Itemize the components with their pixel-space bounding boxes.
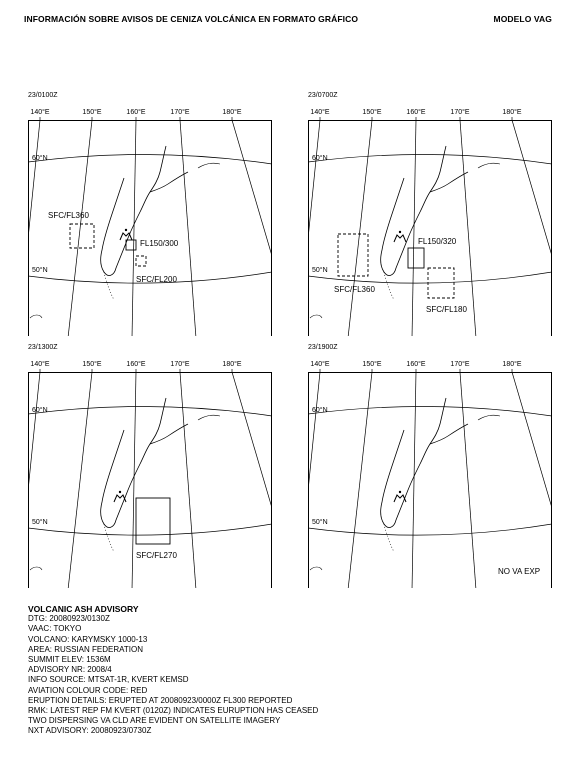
parallel-60 — [28, 154, 272, 164]
meridian-line — [308, 372, 320, 588]
volcano-icon — [394, 495, 406, 502]
lon-label: 150°E — [362, 361, 382, 368]
meridian-line — [512, 120, 552, 256]
lat-label: 50°N — [312, 267, 328, 274]
advisory-line: VAAC: TOKYO — [28, 624, 82, 634]
advisory-line: RMK: LATEST REP FM KVERT (0120Z) INDICATES EURUPTION HAS CEASED — [28, 706, 319, 716]
parallel-60 — [308, 406, 552, 416]
panel-note: NO VA EXP — [498, 567, 541, 576]
lat-label: 50°N — [312, 519, 328, 526]
lat-label: 60°N — [32, 155, 48, 162]
ash-area-label: SFC/FL360 — [334, 285, 375, 294]
map-panel-4 — [308, 344, 552, 576]
ash-area — [70, 224, 94, 248]
model-label: MODELO VAG — [493, 14, 552, 24]
meridian-line — [512, 372, 552, 508]
meridian-line — [460, 372, 476, 588]
advisory-line: AVIATION COLOUR CODE: RED — [28, 685, 148, 695]
lat-label: 60°N — [32, 407, 48, 414]
advisory-line: AREA: RUSSIAN FEDERATION — [28, 644, 143, 654]
lon-label: 180°E — [222, 361, 242, 368]
lon-label: 180°E — [502, 109, 522, 116]
lon-label: 140°E — [30, 109, 50, 116]
parallel-60 — [308, 154, 552, 164]
meridian-line — [232, 120, 272, 256]
meridian-line — [460, 120, 476, 336]
lon-label: 170°E — [450, 109, 470, 116]
lon-label: 140°E — [310, 109, 330, 116]
meridian-line — [348, 372, 372, 588]
advisory-line: SUMMIT ELEV: 1536M — [28, 655, 111, 665]
meridian-line — [68, 372, 92, 588]
lon-label: 140°E — [310, 361, 330, 368]
parallel-60 — [28, 406, 272, 416]
lon-label: 180°E — [502, 361, 522, 368]
lon-label: 180°E — [222, 109, 242, 116]
advisory-text — [28, 604, 548, 737]
advisory-line: VOLCANO: KARYMSKY 1000-13 — [28, 634, 148, 644]
map-svg — [28, 358, 272, 588]
meridian-line — [232, 372, 272, 508]
meridian-line — [308, 120, 320, 336]
ash-area-label: SFC/FL270 — [136, 551, 177, 560]
ash-area — [408, 248, 424, 268]
advisory-line: NXT ADVISORY: 20080923/0730Z — [28, 726, 152, 736]
meridian-line — [180, 120, 196, 336]
map-frame — [309, 121, 552, 337]
ash-area — [338, 234, 368, 276]
lon-label: 170°E — [450, 361, 470, 368]
panel-time: 23/1300Z — [28, 344, 58, 351]
parallel-50 — [308, 524, 552, 535]
meridian-line — [28, 120, 40, 336]
advisory-line: INFO SOURCE: MTSAT-1R, KVERT KEMSD — [28, 675, 189, 685]
lon-label: 160°E — [126, 109, 146, 116]
advisory-line: TWO DISPERSING VA CLD ARE EVIDENT ON SATELLITE IMAGERY — [28, 716, 281, 726]
lat-label: 60°N — [312, 155, 328, 162]
advisory-line: ADVISORY NR: 2008/4 — [28, 665, 112, 675]
parallel-50 — [308, 272, 552, 283]
advisory-line: DTG: 20080923/0130Z — [28, 614, 110, 624]
map-svg — [308, 106, 552, 336]
map-svg — [308, 358, 552, 588]
lon-label: 150°E — [362, 109, 382, 116]
lon-label: 160°E — [406, 361, 426, 368]
ash-area — [136, 498, 170, 544]
meridian-line — [68, 120, 92, 336]
advisory-line: ERUPTION DETAILS: ERUPTED AT 20080923/0000Z FL300 REPORTED — [28, 695, 293, 705]
volcano-icon — [120, 233, 132, 240]
meridian-line — [180, 372, 196, 588]
map-panel-2 — [308, 92, 552, 314]
lon-label: 160°E — [406, 109, 426, 116]
lat-label: 50°N — [32, 519, 48, 526]
parallel-50 — [28, 524, 272, 535]
lon-label: 150°E — [82, 361, 102, 368]
ash-area-label: FL150/300 — [140, 239, 179, 248]
map-panel-1 — [28, 92, 272, 306]
advisory-title: VOLCANIC ASH ADVISORY — [28, 604, 139, 614]
lat-label: 60°N — [312, 407, 328, 414]
ash-area-label: SFC/FL180 — [426, 305, 467, 314]
map-svg — [28, 106, 272, 336]
lon-label: 170°E — [170, 109, 190, 116]
map-frame — [309, 373, 552, 589]
page-title: INFORMACIÓN SOBRE AVISOS DE CENIZA VOLCÁNICA EN FORMATO GRÁFICO — [24, 14, 359, 24]
lat-label: 50°N — [32, 267, 48, 274]
lon-label: 160°E — [126, 361, 146, 368]
lon-label: 140°E — [30, 361, 50, 368]
map-panel-3 — [28, 344, 272, 560]
ash-area — [126, 240, 136, 250]
map-frame — [29, 121, 272, 337]
lon-label: 170°E — [170, 361, 190, 368]
panel-time: 23/0700Z — [308, 92, 338, 99]
ash-area — [136, 256, 146, 266]
ash-area-label: SFC/FL360 — [48, 211, 89, 220]
meridian-line — [28, 372, 40, 588]
ash-area-label: SFC/FL200 — [136, 275, 177, 284]
volcano-icon — [394, 235, 406, 242]
ash-area-label: FL150/320 — [418, 237, 457, 246]
volcano-icon — [114, 495, 126, 502]
lon-label: 150°E — [82, 109, 102, 116]
meridian-line — [348, 120, 372, 336]
panel-time: 23/0100Z — [28, 92, 58, 99]
panel-time: 23/1900Z — [308, 344, 338, 351]
